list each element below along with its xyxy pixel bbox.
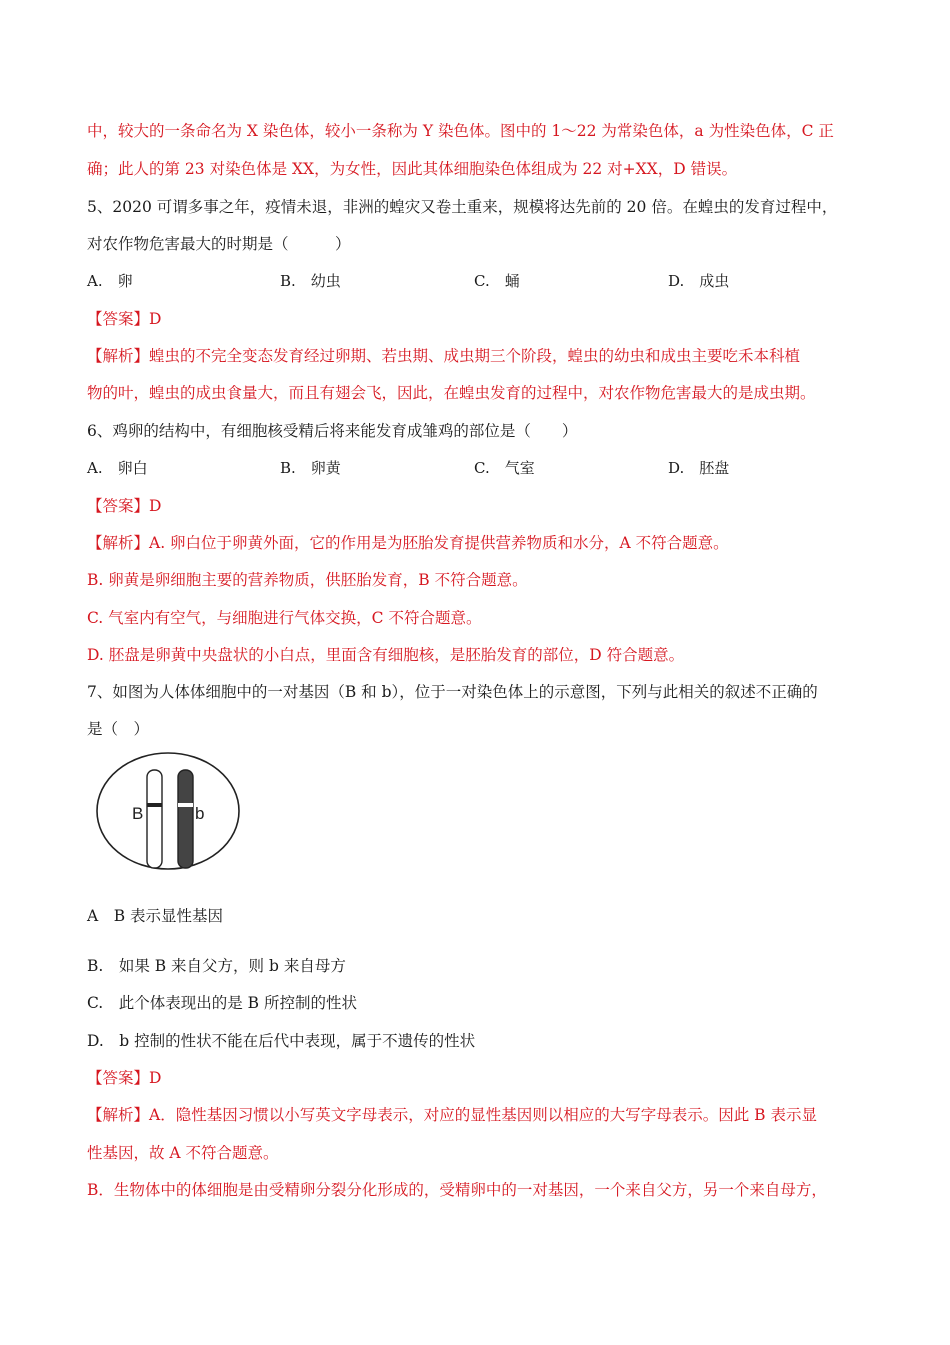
q5-answer: 【答案】D [87, 310, 162, 328]
q5-stem-line-2: 对农作物危害最大的时期是（ ） [87, 235, 351, 253]
q6-analysis-line-2: B. 卵黄是卵细胞主要的营养物质，供胚胎发育，B 不符合题意。 [87, 571, 528, 589]
q7-option-a: A B 表示显性基因 [87, 907, 224, 925]
q6-analysis-line-3: C. 气室内有空气，与细胞进行气体交换，C 不符合题意。 [87, 609, 482, 627]
q6-analysis-line-4: D. 胚盘是卵黄中央盘状的小白点，里面含有细胞核，是胚胎发育的部位，D 符合题意。 [87, 646, 685, 664]
q7-option-c: C. 此个体表现出的是 B 所控制的性状 [87, 994, 357, 1012]
q4-analysis-line-2: 确；此人的第 23 对染色体是 XX，为女性，因此其体细胞染色体组成为 22 对+XX，D 错误。 [87, 160, 738, 178]
q5-option-c: C. 蛹 [474, 272, 520, 290]
q5-analysis-line-2: 物的叶，蝗虫的成虫食量大，而且有翅会飞，因此，在蝗虫发育的过程中，对农作物危害最大的是成虫期。 [87, 384, 816, 402]
q7-stem-line-2: 是（ ） [87, 720, 150, 738]
q4-analysis-line-1: 中，较大的一条命名为 X 染色体，较小一条称为 Y 染色体。图中的 1～22 为常染色体，a 为性染色体，C 正 [87, 122, 834, 140]
q7-option-b: B. 如果 B 来自父方，则 b 来自母方 [87, 957, 346, 975]
q6-option-d: D. 胚盘 [668, 459, 730, 477]
gene-locus-B [147, 803, 162, 807]
q5-analysis-line-1: 【解析】蝗虫的不完全变态发育经过卵期、若虫期、成虫期三个阶段，蝗虫的幼虫和成虫主要吃禾本科植 [87, 347, 801, 365]
q6-stem: 6、鸡卵的结构中，有细胞核受精后将来能发育成雏鸡的部位是（ ） [87, 422, 578, 440]
q5-stem-line-1: 5、2020 可谓多事之年，疫情未退，非洲的蝗灾又卷土重来，规模将达先前的 20 倍。在蝗虫的发育过程中， [87, 198, 838, 216]
gene-label-b: b [195, 804, 205, 823]
chromosome-dark [178, 770, 193, 868]
chromosome-light [147, 770, 162, 868]
q7-option-d: D. b 控制的性状不能在后代中表现，属于不遗传的性状 [87, 1032, 476, 1050]
gene-locus-b [178, 803, 193, 807]
q7-analysis-line-1: 【解析】A．隐性基因习惯以小写英文字母表示，对应的显性基因则以相应的大写字母表示。因此 B 表示显 [87, 1106, 817, 1124]
q7-analysis-line-2: 性基因，故 A 不符合题意。 [87, 1144, 279, 1162]
q5-option-a: A. 卵 [87, 272, 133, 290]
q6-answer: 【答案】D [87, 497, 162, 515]
q5-option-d: D. 成虫 [668, 272, 730, 290]
q7-answer: 【答案】D [87, 1069, 162, 1087]
q6-option-b: B. 卵黄 [280, 459, 341, 477]
q7-stem-line-1: 7、如图为人体体细胞中的一对基因（B 和 b），位于一对染色体上的示意图，下列与此相关的叙述不正确的 [87, 683, 818, 701]
q5-option-b: B. 幼虫 [280, 272, 341, 290]
cell-outline [97, 753, 239, 869]
chromosome-pair-diagram [94, 750, 242, 872]
q6-option-c: C. 气室 [474, 459, 535, 477]
q6-option-a: A. 卵白 [87, 459, 148, 477]
q6-analysis-line-1: 【解析】A. 卵白位于卵黄外面，它的作用是为胚胎发育提供营养物质和水分，A 不符合题意。 [87, 534, 729, 552]
gene-label-B: B [132, 804, 144, 823]
q7-analysis-line-3: B．生物体中的体细胞是由受精卵分裂分化形成的，受精卵中的一对基因，一个来自父方，另一个来自母方， [87, 1181, 827, 1199]
